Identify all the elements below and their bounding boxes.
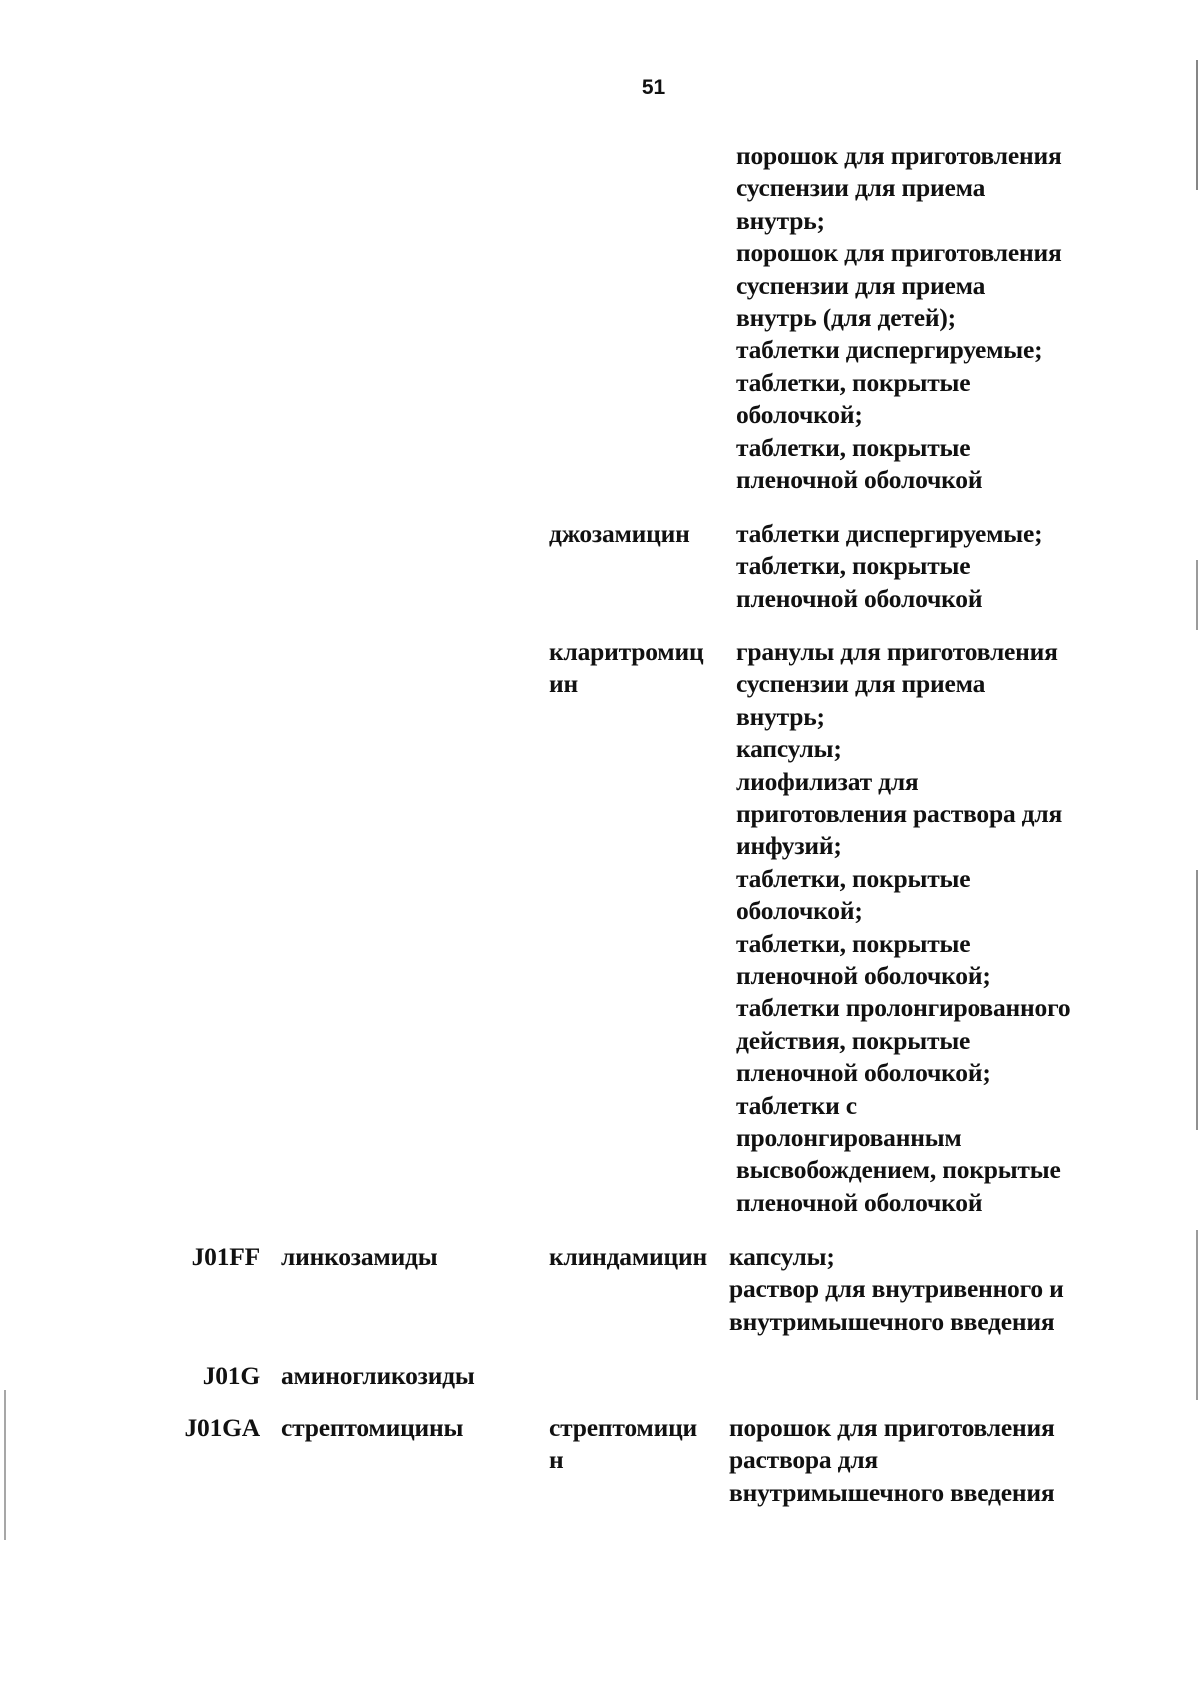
dosage-form-line: внутримышечного введения (729, 1477, 1055, 1507)
dosage-form-line: действия, покрытые (736, 1025, 971, 1055)
dosage-form-line: раствор для внутривенного и (729, 1274, 1064, 1304)
dosage-form-line: таблетки, покрытые (736, 863, 971, 893)
dosage-form-line: пленочной оболочкой; (736, 1058, 991, 1088)
dosage-form-line: суспензии для приема (736, 669, 986, 699)
drug-name: н (549, 1445, 564, 1475)
dosage-form-line: внутрь; (736, 205, 825, 235)
dosage-form-line: оболочкой; (736, 400, 863, 430)
dosage-form-line: внутрь; (736, 701, 825, 731)
dosage-form-line: таблетки диспергируемые; (736, 335, 1043, 365)
scan-edge-line (1196, 60, 1198, 190)
pharmacological-group: линкозамиды (281, 1242, 438, 1271)
dosage-form-line: пленочной оболочкой (736, 583, 983, 613)
dosage-form-line: пленочной оболочкой (736, 465, 983, 494)
drug-name: клиндамицин (549, 1242, 707, 1271)
scan-edge-line (1196, 1230, 1198, 1400)
dosage-form-line: приготовления раствора для (736, 799, 1063, 828)
dosage-form-line: таблетки диспергируемые; (736, 519, 1043, 548)
dosage-form-line: порошок для приготовления (736, 238, 1062, 268)
dosage-form-line: порошок для приготовления (729, 1413, 1055, 1442)
scan-edge-line (1196, 560, 1198, 630)
dosage-form-line: таблетки, покрытые (736, 928, 971, 958)
dosage-form-line: оболочкой; (736, 896, 863, 926)
dosage-form-line: высвобождением, покрытые (736, 1155, 1061, 1185)
drug-name: джозамицин (549, 519, 690, 548)
dosage-form-line: пленочной оболочкой; (736, 961, 991, 990)
dosage-form-line: капсулы; (729, 1242, 835, 1271)
dosage-form-line: порошок для приготовления (736, 141, 1062, 170)
atc-code: J01GA (184, 1413, 260, 1442)
dosage-form-line: пленочной оболочкой (736, 1187, 983, 1217)
drug-name: стрептомици (549, 1413, 698, 1442)
dosage-form-line: гранулы для приготовления (736, 637, 1058, 666)
dosage-form-line: суспензии для приема (736, 173, 986, 203)
dosage-form-line: внутримышечного введения (729, 1306, 1055, 1336)
scan-edge-line (1196, 870, 1198, 1130)
dosage-form-line: таблетки, покрытые (736, 367, 971, 397)
pharmacological-group: аминогликозиды (281, 1361, 475, 1390)
dosage-form-line: лиофилизат для (736, 766, 919, 796)
atc-code: J01G (202, 1361, 260, 1390)
dosage-form-line: суспензии для приема (736, 270, 986, 300)
dosage-form-line: внутрь (для детей); (736, 303, 956, 332)
pharmacological-group: стрептомицины (281, 1413, 464, 1442)
dosage-form-line: капсулы; (736, 734, 842, 764)
drug-name: ин (549, 669, 578, 699)
dosage-form-line: таблетки, покрытые (736, 432, 971, 462)
dosage-form-line: таблетки с (736, 1090, 857, 1120)
dosage-form-line: пролонгированным (736, 1123, 962, 1152)
dosage-form-line: инфузий; (736, 831, 842, 861)
scan-edge-line (4, 1390, 6, 1540)
drug-name: кларитромиц (549, 637, 704, 666)
atc-code: J01FF (191, 1242, 260, 1271)
dosage-form-line: таблетки, покрытые (736, 551, 971, 581)
dosage-form-line: таблетки пролонгированного (736, 993, 1071, 1023)
page-number: 51 (641, 76, 666, 99)
dosage-form-line: раствора для (729, 1445, 879, 1475)
